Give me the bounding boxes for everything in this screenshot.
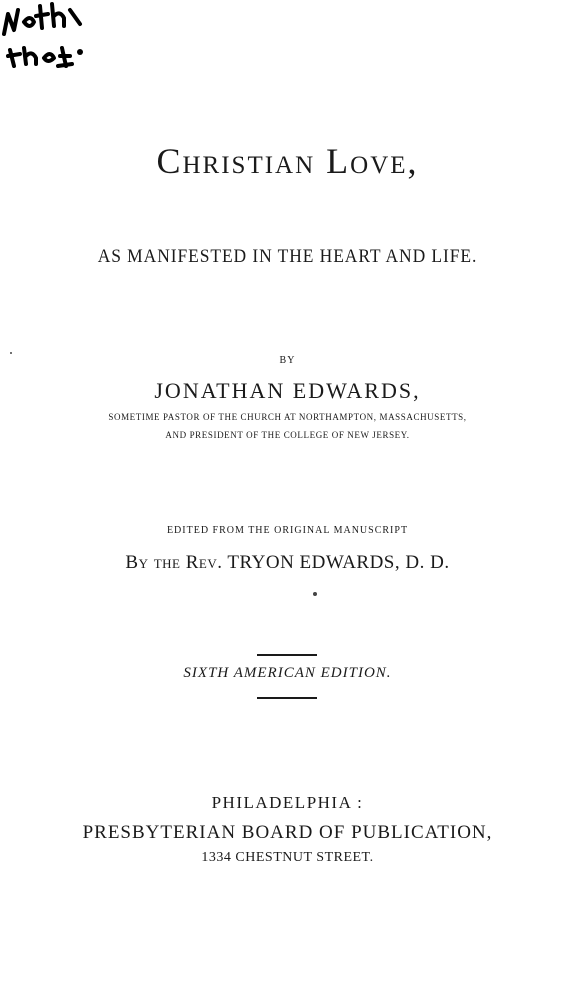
edited-from-line: EDITED FROM THE ORIGINAL MANUSCRIPT (166, 525, 409, 536)
imprint-address: 1334 CHESTNUT STREET. (201, 850, 374, 865)
imprint-city: PHILADELPHIA : (211, 793, 364, 812)
editor-line: By the Rev. TRYON EDWARDS, D. D. (125, 552, 450, 573)
edition-rule-bottom (257, 697, 317, 699)
by-label: BY (279, 355, 296, 366)
book-title: Christian Love, (156, 141, 419, 181)
edition-label: SIXTH AMERICAN EDITION. (183, 665, 392, 681)
author-office-line-2: AND PRESIDENT OF THE COLLEGE OF NEW JERSEY. (165, 430, 410, 440)
edition-rule-top (257, 654, 317, 656)
author-name: JONATHAN EDWARDS, (154, 378, 421, 403)
author-office-line-1: SOMETIME PASTOR OF THE CHURCH AT NORTHAMPTON, MASSACHUSETTS, (108, 412, 467, 422)
ink-speck (10, 352, 12, 354)
handwritten-annotation (0, 0, 90, 70)
ink-speck (313, 592, 317, 596)
book-subtitle: AS MANIFESTED IN THE HEART AND LIFE. (97, 246, 478, 267)
imprint-publisher: PRESBYTERIAN BOARD OF PUBLICATION, (82, 822, 493, 843)
